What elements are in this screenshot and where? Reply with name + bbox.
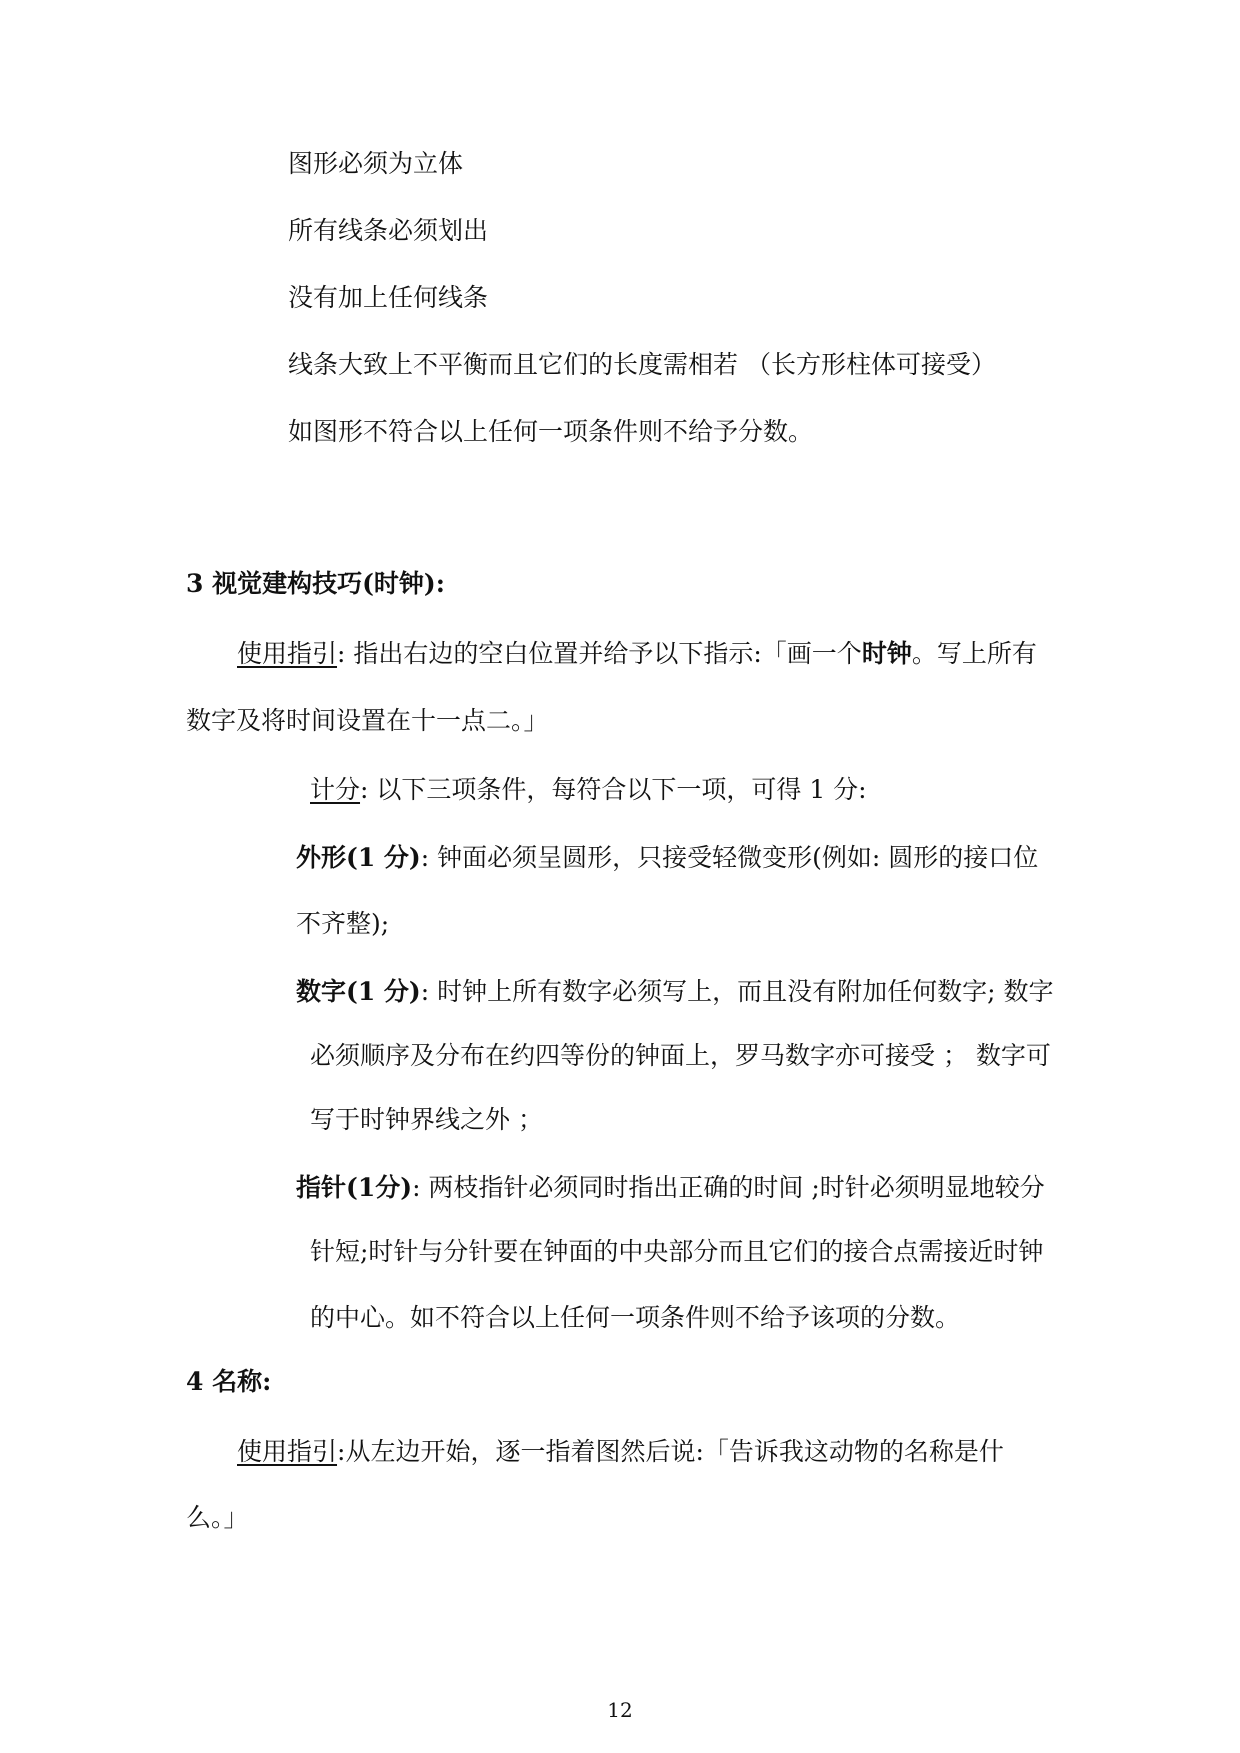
hands-criterion [296, 1172, 1045, 1204]
criteria-line-5: 如图形不符合以上任何一项条件则不给予分数。 [288, 417, 814, 446]
instruction-text-b: 。写上所有 [911, 639, 1037, 668]
hands-label: 指针(1分) [296, 1173, 413, 1202]
shape-criterion [296, 842, 1038, 874]
hands-text: : 两枝指针必须同时指出正确的时间 ;时针必须明显地较分 [412, 1173, 1045, 1202]
shape-text: : 钟面必须呈圆形，只接受轻微变形(例如: 圆形的接口位 [420, 843, 1039, 872]
instruction-text: :从左边开始，逐一指着图然后说:「告诉我这动物的名称是什 [337, 1437, 1004, 1466]
instruction-text-a: : 指出右边的空白位置并给予以下指示:「画一个 [337, 639, 862, 668]
digits-criterion [296, 976, 1054, 1008]
scoring-label: 计分 [310, 775, 361, 804]
shape-label: 外形(1 分) [296, 843, 421, 872]
section-4-heading: 4 名称: [186, 1367, 272, 1396]
criteria-line-1: 图形必须为立体 [288, 149, 464, 178]
section-4-instruction [237, 1436, 1004, 1468]
section-3-instruction-line-2: 数字及将时间设置在十一点二。」 [186, 706, 549, 735]
digits-criterion-line-3: 写于时钟界线之外 ； [310, 1105, 543, 1134]
instruction-bold: 时钟 [861, 639, 912, 668]
page-number: 12 [607, 1698, 633, 1722]
criteria-line-4: 线条大致上不平衡而且它们的长度需相若 （长方形柱体可接受） [288, 350, 996, 379]
instruction-label: 使用指引 [237, 639, 338, 668]
scoring-text: : 以下三项条件，每符合以下一项，可得 1 分: [360, 775, 867, 804]
hands-criterion-line-3: 的中心。如不符合以上任何一项条件则不给予该项的分数。 [310, 1303, 961, 1332]
scoring-line [310, 774, 867, 806]
section-4-instruction-line-2: 么。」 [186, 1503, 249, 1532]
digits-text: : 时钟上所有数字必须写上，而且没有附加任何数字; 数字 [420, 977, 1054, 1006]
criteria-line-2: 所有线条必须划出 [288, 216, 489, 245]
digits-criterion-line-2: 必须顺序及分布在约四等份的钟面上，罗马数字亦可接受 ； 数字可 [310, 1041, 1051, 1070]
digits-label: 数字(1 分) [296, 977, 421, 1006]
hands-criterion-line-2: 针短;时针与分针要在钟面的中央部分而且它们的接合点需接近时钟 [310, 1237, 1044, 1266]
section-3-instruction [237, 638, 1037, 670]
section-3-heading: 3 视觉建构技巧(时钟): [186, 569, 445, 598]
criteria-line-3: 没有加上任何线条 [288, 283, 489, 312]
shape-criterion-line-2: 不齐整); [296, 909, 390, 938]
instruction-label: 使用指引 [237, 1437, 338, 1466]
